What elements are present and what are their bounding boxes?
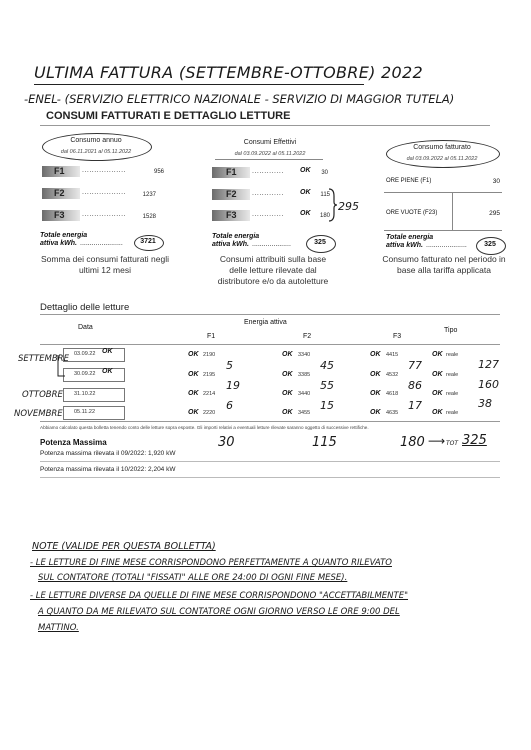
billed-period: dal 03.09.2022 al 05.11.2022 bbox=[406, 156, 478, 162]
section-title: CONSUMI FATTURATI E DETTAGLIO LETTURE bbox=[46, 110, 291, 122]
annual-f3-value: 1528 bbox=[142, 214, 156, 220]
annual-f2-dots: .................. bbox=[82, 189, 127, 196]
handwritten-title: ULTIMA FATTURA (SETTEMBRE-OTTOBRE) 2022 bbox=[34, 63, 423, 82]
settembre-bracket bbox=[56, 354, 66, 378]
row2-f1-ok: OK bbox=[188, 371, 199, 378]
row2-f3-ok: OK bbox=[370, 371, 381, 378]
row2-f3: 4532 bbox=[386, 372, 399, 378]
month-label-settembre: SETTEMBRE bbox=[18, 354, 69, 364]
effective-title: Consumi Effettivi bbox=[243, 139, 297, 146]
billed-total-dots: ..................... bbox=[426, 242, 467, 249]
row4-f2: 3455 bbox=[298, 410, 311, 416]
tipo-total-3: 38 bbox=[478, 397, 492, 410]
notes-line-4: A QUANTO DA ME RILEVATO SUL CONTATORE OGNI GIORNO VERSO LE ORE 9:00 DEL bbox=[38, 607, 400, 617]
f2-diff-3: 15 bbox=[320, 399, 334, 412]
row4-tipo-ok: OK bbox=[432, 409, 443, 416]
effective-period-underline bbox=[215, 159, 323, 160]
row1-date: 03.09.22 bbox=[74, 351, 96, 357]
billed-row2-value: 295 bbox=[489, 210, 500, 217]
billed-title: Consumo fatturato bbox=[413, 144, 471, 151]
effective-f1-value: 30 bbox=[321, 170, 328, 176]
row2-tipo: reale bbox=[446, 372, 459, 378]
col-f2-header: F2 bbox=[303, 333, 312, 340]
effective-f3-ok: OK bbox=[300, 210, 311, 217]
billed-row-divider-2 bbox=[384, 230, 502, 231]
readings-divider bbox=[40, 314, 500, 315]
annual-total-label-1: Totale energia bbox=[40, 232, 88, 239]
row1-f3-ok: OK bbox=[370, 351, 381, 358]
effective-caption: Consumi attribuiti sulla base delle letture rilevate dal distributore e/o da autoletture bbox=[217, 254, 329, 286]
annual-total-dots: ...................... bbox=[80, 240, 123, 247]
row3-tipo-ok: OK bbox=[432, 390, 443, 397]
sum-f2: 115 bbox=[312, 435, 337, 450]
col-energy-header: Energia attiva bbox=[244, 319, 287, 326]
effective-f2-label: F2 bbox=[226, 189, 237, 199]
sum-f3: 180 bbox=[400, 435, 425, 450]
annual-f2-value: 1237 bbox=[142, 192, 156, 198]
f3-diff-2: 86 bbox=[408, 379, 422, 392]
title-underline bbox=[34, 84, 364, 85]
f1-diff-1: 5 bbox=[226, 359, 233, 372]
row1-f1: 2190 bbox=[203, 352, 216, 358]
power-09: Potenza massima rilevata il 09/2022: 1,920 kW bbox=[40, 450, 176, 457]
row3-f1-ok: OK bbox=[188, 390, 199, 397]
billed-row2-label: ORE VUOTE (F23) bbox=[386, 210, 438, 216]
f2-diff-1: 45 bbox=[320, 359, 334, 372]
annual-total-value: 3721 bbox=[140, 238, 156, 245]
row4-date: 05.11.22 bbox=[74, 409, 96, 415]
power-title: Potenza Massima bbox=[40, 438, 107, 447]
row3-f3: 4618 bbox=[386, 391, 399, 397]
row2-f1: 2195 bbox=[203, 372, 216, 378]
annual-f1-value: 956 bbox=[153, 169, 164, 175]
readings-title: Dettaglio delle letture bbox=[40, 302, 130, 313]
row2-date-ok: OK bbox=[102, 368, 113, 375]
billed-row1-label: ORE PIENE (F1) bbox=[386, 178, 432, 184]
row3-f2: 3440 bbox=[298, 391, 311, 397]
col-tipo-header: Tipo bbox=[444, 327, 458, 334]
row4-tipo: reale bbox=[446, 410, 459, 416]
row3-f3-ok: OK bbox=[370, 390, 381, 397]
billed-total-value: 325 bbox=[484, 241, 496, 248]
effective-f3-label: F3 bbox=[226, 210, 237, 220]
tipo-total-1: 127 bbox=[478, 358, 499, 371]
effective-f3-value: 180 bbox=[319, 213, 330, 219]
effective-total-label-1: Totale energia bbox=[212, 233, 260, 240]
row1-tipo-ok: OK bbox=[432, 351, 443, 358]
f1-diff-3: 6 bbox=[226, 399, 233, 412]
effective-period: dal 03.09.2022 al 05.11.2022 bbox=[234, 151, 306, 157]
annual-period: dal 06.11.2021 al 05.11.2022 bbox=[60, 149, 132, 155]
row1-date-ok: OK bbox=[102, 348, 113, 355]
f1-diff-2: 19 bbox=[226, 379, 240, 392]
annual-f1-dots: .................. bbox=[82, 167, 127, 174]
effective-brace-total: 295 bbox=[338, 200, 359, 213]
row1-f2-ok: OK bbox=[282, 351, 293, 358]
col-f1-header: F1 bbox=[207, 333, 216, 340]
effective-f1-dots: ............. bbox=[252, 168, 284, 175]
tipo-total-2: 160 bbox=[478, 378, 499, 391]
effective-total-dots: .................... bbox=[252, 241, 291, 248]
billed-row-divider-1 bbox=[384, 192, 502, 193]
row2-f2-ok: OK bbox=[282, 371, 293, 378]
f3-diff-1: 77 bbox=[408, 359, 422, 372]
month-label-ottobre: OTTOBRE bbox=[22, 390, 63, 400]
row1-f2: 3340 bbox=[298, 352, 311, 358]
billed-col-divider bbox=[452, 192, 453, 230]
table-header-line bbox=[40, 344, 500, 345]
f3-diff-3: 17 bbox=[408, 399, 422, 412]
power-10: Potenza massima rilevata il 10/2022: 2,204 kW bbox=[40, 466, 176, 473]
annual-f1-label: F1 bbox=[54, 166, 65, 176]
effective-f1-ok: OK bbox=[300, 167, 311, 174]
row4-f1-ok: OK bbox=[188, 409, 199, 416]
f2-diff-2: 55 bbox=[320, 379, 334, 392]
effective-f2-dots: ............. bbox=[252, 190, 284, 197]
row4-f3: 4635 bbox=[386, 410, 399, 416]
row3-f1: 2214 bbox=[203, 391, 216, 397]
row2-date: 30.09.22 bbox=[74, 371, 96, 377]
notes-line-3: - LE LETTURE DIVERSE DA QUELLE DI FINE MESE CORRISPONDONO "ACCETTABILMENTE" bbox=[30, 591, 409, 601]
row3-date: 31.10.22 bbox=[74, 391, 96, 397]
notes-line-5: MATTINO. bbox=[38, 623, 79, 633]
billed-row1-value: 30 bbox=[492, 178, 500, 185]
readings-note: Abbiamo calcolato questa bolletta tenendo conto delle letture sopra esposte. Gli importi relativi a eventuali letture rilevate saranno oggetto di successive rettifiche. bbox=[40, 425, 369, 430]
row3-tipo: reale bbox=[446, 391, 459, 397]
notes-line-2: SUL CONTATORE (TOTALI "FISSATI" ALLE ORE 24:00 DI OGNI FINE MESE). bbox=[38, 573, 348, 583]
handwritten-provider: -ENEL- (SERVIZIO ELETTRICO NAZIONALE - SERVIZIO DI MAGGIOR TUTELA) bbox=[24, 92, 455, 106]
row1-f1-ok: OK bbox=[188, 351, 199, 358]
sum-f1: 30 bbox=[218, 435, 235, 450]
col-data-header: Data bbox=[78, 324, 93, 331]
annual-f3-label: F3 bbox=[54, 210, 65, 220]
effective-total-label-2: attiva kWh. bbox=[212, 241, 249, 248]
effective-f1-label: F1 bbox=[226, 167, 237, 177]
month-label-novembre: NOVEMBRE bbox=[14, 409, 63, 419]
annual-title: Consumo annuo bbox=[70, 137, 122, 144]
effective-f2-ok: OK bbox=[300, 189, 311, 196]
col-f3-header: F3 bbox=[393, 333, 402, 340]
annual-caption: Somma dei consumi fatturati negli ultimi 12 mesi bbox=[40, 254, 170, 275]
annual-f2-label: F2 bbox=[54, 188, 65, 198]
effective-f3-dots: ............. bbox=[252, 211, 284, 218]
annual-total-label-2: attiva kWh. bbox=[40, 240, 77, 247]
notes-title: NOTE (VALIDE PER QUESTA BOLLETTA) bbox=[32, 541, 216, 552]
row1-f3: 4415 bbox=[386, 352, 399, 358]
effective-f2-value: 115 bbox=[320, 192, 330, 198]
row4-f3-ok: OK bbox=[370, 409, 381, 416]
sum-total: 325 bbox=[462, 433, 487, 448]
power-divider bbox=[40, 461, 500, 462]
row2-f2: 3385 bbox=[298, 372, 311, 378]
table-bottom-line bbox=[40, 421, 500, 422]
section-divider bbox=[40, 125, 490, 126]
row2-tipo-ok: OK bbox=[432, 371, 443, 378]
sum-arrow: ⟶ bbox=[428, 434, 446, 448]
row1-tipo: reale bbox=[446, 352, 459, 358]
annual-f3-dots: .................. bbox=[82, 211, 127, 218]
billed-total-label-2: attiva kWh. bbox=[386, 242, 423, 249]
sum-tot-label: TOT bbox=[446, 440, 459, 447]
row4-f2-ok: OK bbox=[282, 409, 293, 416]
effective-brace bbox=[328, 188, 338, 222]
row4-f1: 2220 bbox=[203, 410, 216, 416]
billed-caption: Consumo fatturato nel periodo in base alla tariffa applicata bbox=[382, 254, 506, 275]
effective-total-value: 325 bbox=[314, 239, 326, 246]
row3-f2-ok: OK bbox=[282, 390, 293, 397]
power-divider-2 bbox=[40, 477, 500, 478]
notes-line-1: - LE LETTURE DI FINE MESE CORRISPONDONO PERFETTAMENTE A QUANTO RILEVATO bbox=[30, 558, 392, 568]
billed-total-label-1: Totale energia bbox=[386, 234, 434, 241]
